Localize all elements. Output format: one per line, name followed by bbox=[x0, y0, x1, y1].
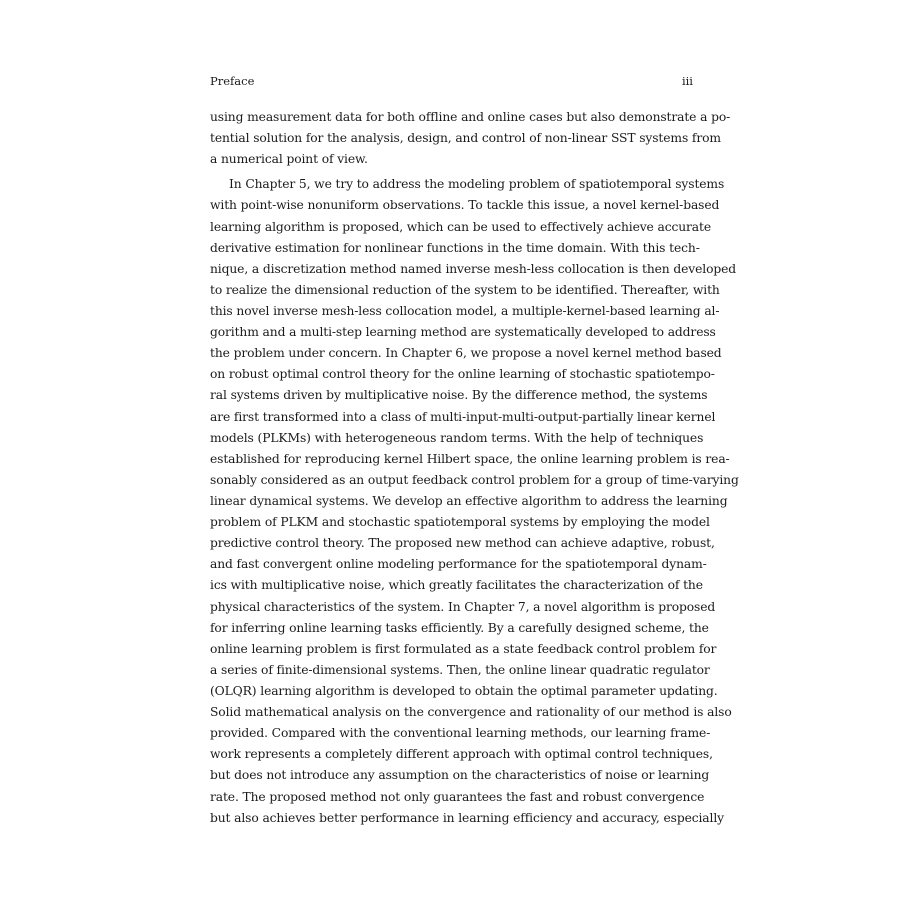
text-line: a numerical point of view. bbox=[210, 152, 368, 167]
text-line: provided. Compared with the conventional learning methods, our learning frame- bbox=[210, 726, 711, 741]
text-line: using measurement data for both offline and online cases but also demonstrate a po- bbox=[210, 110, 731, 124]
body-text bbox=[210, 107, 739, 829]
text-line: for inferring online learning tasks efficiently. By a carefully designed scheme, the bbox=[210, 620, 709, 635]
text-line: problem of PLKM and stochastic spatiotemporal systems by employing the model bbox=[210, 515, 710, 530]
text-line: learning algorithm is proposed, which can be used to effectively achieve accurate bbox=[210, 219, 711, 234]
document-page bbox=[210, 0, 739, 900]
text-line: In Chapter 5, we try to address the modeling problem of spatiotemporal systems bbox=[229, 177, 725, 192]
text-line: physical characteristics of the system. In Chapter 7, a novel algorithm is proposed bbox=[210, 599, 716, 614]
text-line: a series of finite-dimensional systems. Then, the online linear quadratic regulator bbox=[210, 662, 710, 677]
text-line: but does not introduce any assumption on the characteristics of noise or learning bbox=[210, 768, 710, 783]
text-line: ral systems driven by multiplicative noise. By the difference method, the systems bbox=[210, 388, 708, 403]
text-line: with point-wise nonuniform observations. To tackle this issue, a novel kernel-based bbox=[210, 198, 720, 213]
text-line: ics with multiplicative noise, which greatly facilitates the characterization of the bbox=[210, 578, 703, 593]
text-line: and fast convergent online modeling performance for the spatiotemporal dynam- bbox=[210, 557, 707, 572]
text-line: tential solution for the analysis, design, and control of non-linear SST systems from bbox=[210, 131, 721, 146]
page-number: iii bbox=[681, 74, 693, 88]
text-line: on robust optimal control theory for the online learning of stochastic spatiotempo- bbox=[210, 367, 715, 382]
running-header bbox=[210, 72, 693, 90]
text-line: models (PLKMs) with heterogeneous random terms. With the help of techniques bbox=[210, 430, 704, 445]
text-line: online learning problem is first formulated as a state feedback control problem for bbox=[210, 641, 717, 656]
text-line: nique, a discretization method named inverse mesh-less collocation is then developed bbox=[210, 261, 737, 276]
text-line: are first transformed into a class of multi-input-multi-output-partially linear kernel bbox=[210, 409, 716, 424]
text-line: derivative estimation for nonlinear functions in the time domain. With this tech- bbox=[210, 240, 700, 255]
text-line: rate. The proposed method not only guarantees the fast and robust convergence bbox=[210, 789, 705, 804]
chapter-title: Preface bbox=[210, 74, 255, 88]
text-line: established for reproducing kernel Hilbert space, the online learning problem is rea- bbox=[210, 451, 730, 466]
text-line: Solid mathematical analysis on the convergence and rationality of our method is also bbox=[210, 705, 732, 720]
text-line: predictive control theory. The proposed new method can achieve adaptive, robust, bbox=[210, 536, 715, 551]
text-line: work represents a completely different approach with optimal control techniques, bbox=[210, 747, 713, 762]
text-line: gorithm and a multi-step learning method are systematically developed to address bbox=[210, 325, 716, 340]
text-line: (OLQR) learning algorithm is developed to obtain the optimal parameter updating. bbox=[210, 683, 718, 698]
text-line: but also achieves better performance in learning efficiency and accuracy, especially bbox=[210, 810, 724, 825]
text-line: this novel inverse mesh-less collocation model, a multiple-kernel-based learning al- bbox=[210, 303, 720, 318]
text-line: the problem under concern. In Chapter 6, we propose a novel kernel method based bbox=[210, 346, 722, 361]
text-line: to realize the dimensional reduction of the system to be identified. Thereafter, with bbox=[210, 282, 720, 297]
text-line: sonably considered as an output feedback control problem for a group of time-varying bbox=[210, 472, 739, 487]
text-line: linear dynamical systems. We develop an effective algorithm to address the learning bbox=[210, 493, 728, 508]
